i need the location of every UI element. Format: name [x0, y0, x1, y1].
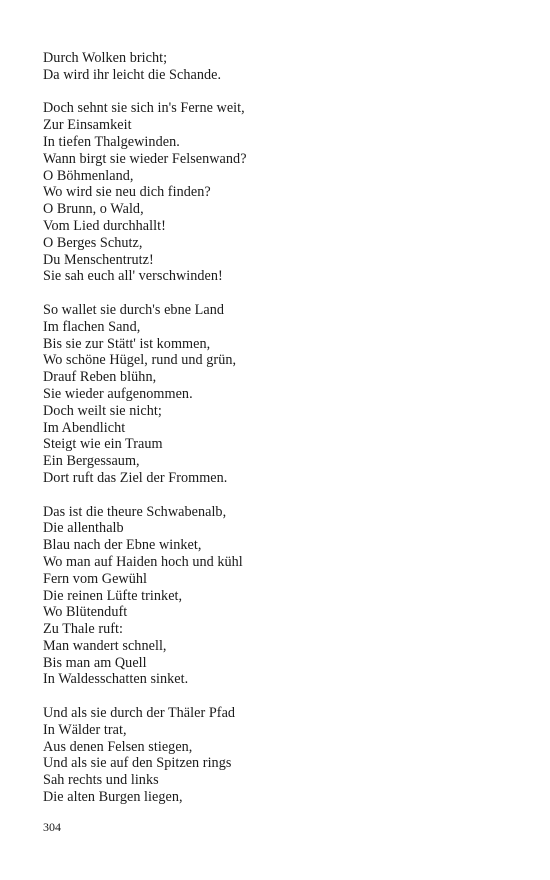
- stanza: [43, 504, 513, 689]
- verse-line: Bis man am Quell: [43, 654, 147, 671]
- verse-line: Sie sah euch all' verschwinden!: [43, 268, 223, 285]
- verse-line: Das ist die theure Schwabenalb,: [43, 503, 227, 520]
- stanza: [43, 100, 513, 285]
- verse-line: Doch sehnt sie sich in's Ferne weit,: [43, 100, 245, 117]
- verse-line: In Wälder trat,: [43, 721, 127, 738]
- verse-line: Da wird ihr leicht die Schande.: [43, 66, 222, 83]
- verse-line: Im flachen Sand,: [43, 318, 141, 335]
- verse-line: O Brunn, o Wald,: [43, 201, 144, 218]
- verse-line: Dort ruft das Ziel der Frommen.: [43, 469, 228, 486]
- verse-line: Zu Thale ruft:: [43, 621, 124, 638]
- verse-line: Vom Lied durchhallt!: [43, 217, 166, 234]
- verse-line: Steigt wie ein Traum: [43, 436, 163, 453]
- verse-line: Doch weilt sie nicht;: [43, 402, 162, 419]
- verse-line: Durch Wolken bricht;: [43, 50, 168, 66]
- verse-line: O Böhmenland,: [43, 167, 134, 184]
- verse-line: Fern vom Gewühl: [43, 570, 147, 587]
- verse-line: Zur Einsamkeit: [43, 117, 132, 134]
- verse-line: Bis sie zur Stätt' ist kommen,: [43, 335, 211, 352]
- verse-line: Wann birgt sie wieder Felsenwand?: [43, 150, 247, 167]
- verse-line: Wo schöne Hügel, rund und grün,: [43, 352, 237, 369]
- verse-line: O Berges Schutz,: [43, 234, 143, 251]
- verse-line: Im Abendlicht: [43, 419, 126, 436]
- verse-line: Und als sie durch der Thäler Pfad: [43, 705, 236, 722]
- verse-line: In tiefen Thalgewinden.: [43, 133, 180, 150]
- verse-line: So wallet sie durch's ebne Land: [43, 301, 225, 318]
- verse-line: Die reinen Lüfte trinket,: [43, 587, 183, 604]
- verse-line: Wo Blütenduft: [43, 604, 128, 621]
- verse-line: Drauf Reben blühn,: [43, 369, 157, 386]
- page-number: 304: [43, 820, 61, 834]
- verse-line: Sie wieder aufgenommen.: [43, 385, 193, 402]
- poem-text: [43, 50, 513, 823]
- verse-line: Wo man auf Haiden hoch und kühl: [43, 553, 243, 570]
- verse-line: Und als sie auf den Spitzen rings: [43, 755, 232, 772]
- verse-line: Blau nach der Ebne winket,: [43, 537, 202, 554]
- verse-line: Man wandert schnell,: [43, 637, 167, 654]
- verse-line: Wo wird sie neu dich finden?: [43, 184, 211, 201]
- stanza: [43, 50, 513, 84]
- verse-line: Du Menschentrutz!: [43, 251, 154, 268]
- verse-line: Ein Bergessaum,: [43, 453, 140, 470]
- verse-line: Die alten Burgen liegen,: [43, 789, 183, 806]
- verse-line: Die allenthalb: [43, 520, 124, 537]
- stanza: [43, 705, 513, 806]
- verse-line: Sah rechts und links: [43, 772, 159, 789]
- verse-line: Aus denen Felsen stiegen,: [43, 738, 193, 755]
- stanza: [43, 302, 513, 487]
- verse-line: In Waldesschatten sinket.: [43, 671, 189, 688]
